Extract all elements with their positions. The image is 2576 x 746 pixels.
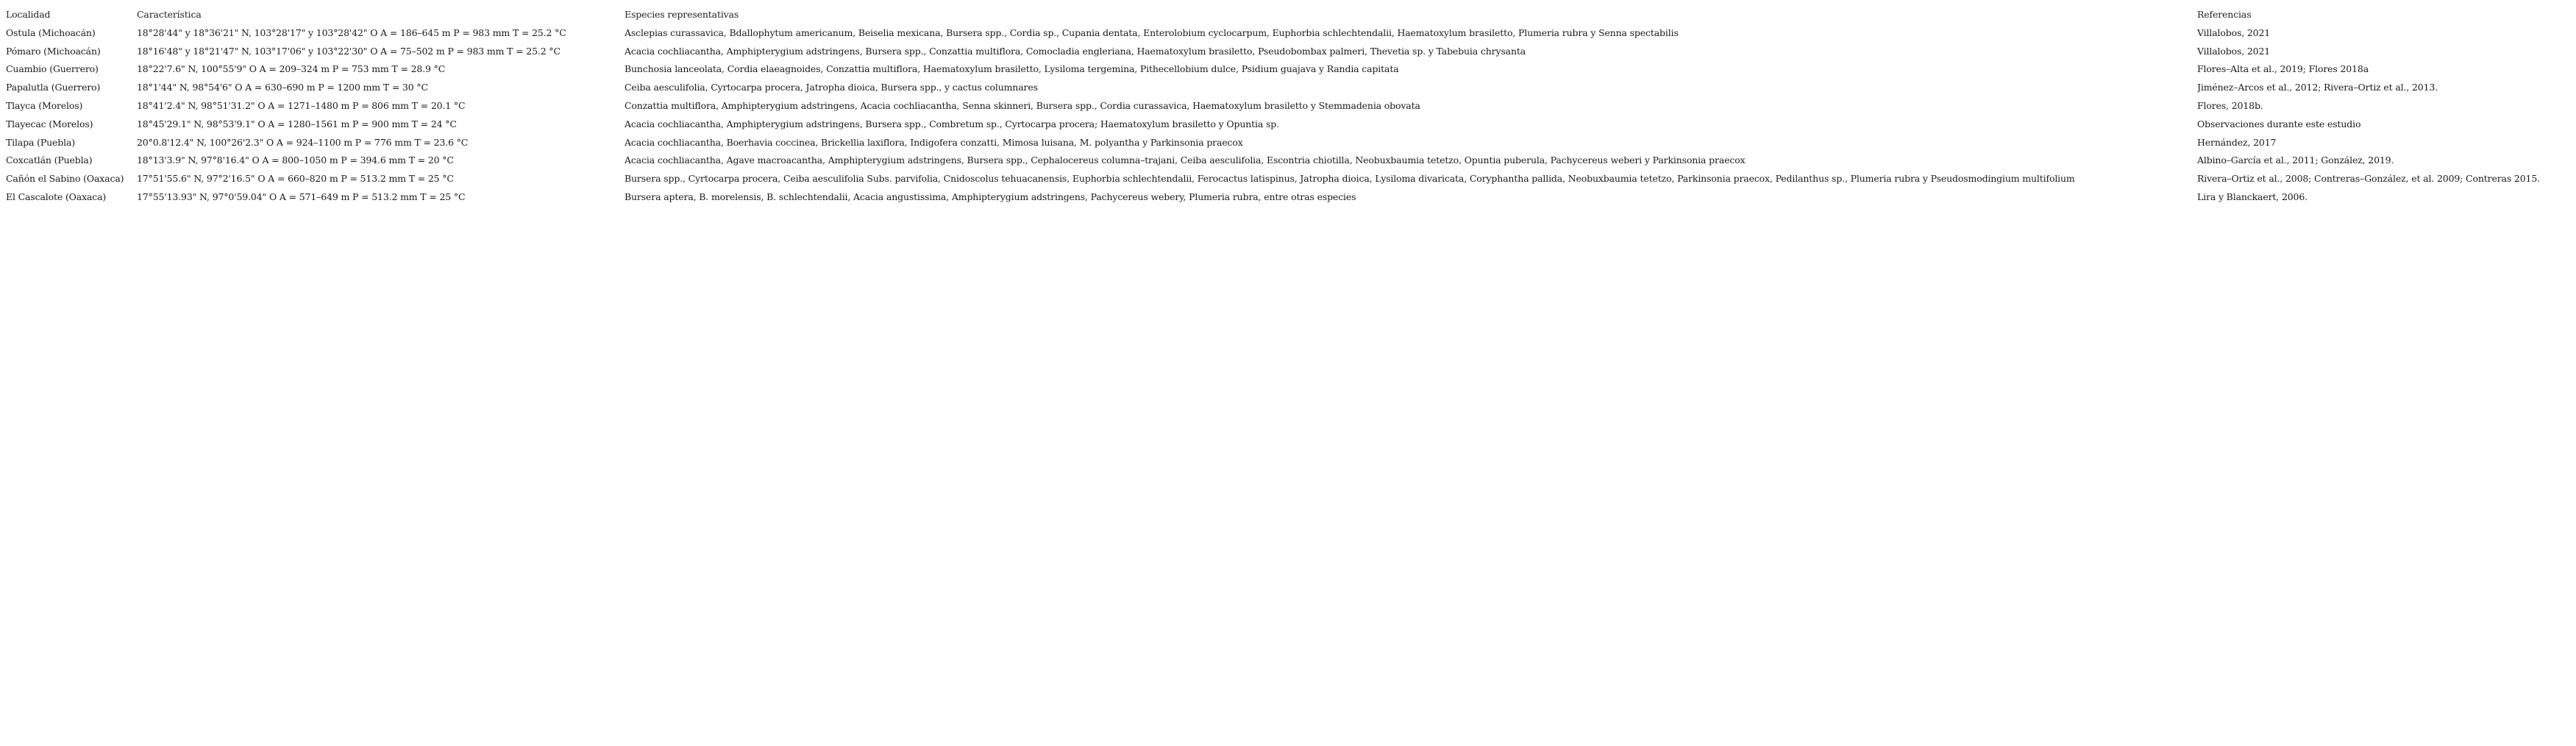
header-localidad: Localidad [6,9,51,20]
cell-caracteristica: 18°16'48" y 18°21'47" N, 103°17'06" y 103°22'30" O A = 75–502 m P = 983 mm T = 25.2 °C [137,45,561,57]
cell-localidad: Cuambio (Guerrero) [6,63,99,75]
cell-especies: Acacia cochliacantha, Amphipterygium adstringens, Bursera spp., Conzattia multiflora, Comocladia engleriana, Haematoxylum brasiletto, Pseudobombax palmeri, Thevetia sp. y Tabebuia chrysanta [625,45,1526,57]
cell-caracteristica: 18°45'29.1" N, 98°53'9.1" O A = 1280–1561 m P = 900 mm T = 24 °C [137,118,457,129]
table-row [6,24,2576,43]
cell-referencias: Hernández, 2017 [2197,136,2277,148]
table-row [6,97,2576,116]
header-row [6,6,2576,24]
table-row [6,188,2576,207]
cell-referencias: Lira y Blanckaert, 2006. [2197,191,2308,202]
table-row [6,116,2576,134]
cell-localidad: Pómaro (Michoacán) [6,45,101,57]
cell-especies: Acacia cochliacantha, Agave macroacantha, Amphipterygium adstringens, Bursera spp., Cephalocereus columna–trajani, Ceiba aesculifolia, Escontria chiotilla, Neobuxbaumia tetetzo, Opuntia puberula, Pachycereus weberi y Parkinsonia praecox [625,154,1746,166]
cell-localidad: Papalutla (Guerrero) [6,82,101,93]
cell-especies: Acacia cochliacantha, Boerhavia coccinea, Brickellia laxiflora, Indigofera conzatti, Mimosa luisana, M. polyantha y Parkinsonia praecox [625,136,1243,148]
cell-especies: Bunchosia lanceolata, Cordia elaeagnoides, Conzattia multiflora, Haematoxylum brasiletto, Lysiloma tergemina, Pithecellobium dulce, Psidium guajava y Randia capitata [625,63,1399,75]
document-page [6,6,2576,207]
cell-referencias: Observaciones durante este estudio [2197,118,2361,129]
table-row [6,43,2576,61]
cell-caracteristica: 18°13'3.9" N, 97°8'16.4" O A = 800–1050 m P = 394.6 mm T = 20 °C [137,154,454,166]
header-especies: Especies representativas [625,9,739,20]
cell-localidad: Cañón el Sabino (Oaxaca) [6,173,124,185]
table-row [6,134,2576,152]
cell-referencias: Flores, 2018b. [2197,99,2263,111]
table-body [6,24,2576,207]
cell-caracteristica: 18°28'44" y 18°36'21" N, 103°28'17" y 103°28'42" O A = 186–645 m P = 983 mm T = 25.2 °C [137,26,566,38]
cell-localidad: Tlayca (Morelos) [6,99,83,111]
header-referencias: Referencias [2197,9,2252,20]
table-row [6,79,2576,97]
cell-localidad: Tilapa (Puebla) [6,136,76,148]
cell-localidad: El Cascalote (Oaxaca) [6,191,107,202]
header-caracteristica: Característica [137,9,202,20]
cell-caracteristica: 18°22'7.6" N, 100°55'9" O A = 209–324 m P = 753 mm T = 28.9 °C [137,63,446,75]
table-row [6,170,2576,188]
cell-caracteristica: 17°51'55.6" N, 97°2'16.5" O A = 660–820 m P = 513.2 mm T = 25 °C [137,173,454,185]
table-header [6,6,2576,24]
cell-caracteristica: 20°0.8'12.4" N, 100°26'2.3" O A = 924–1100 m P = 776 mm T = 23.6 °C [137,136,469,148]
cell-referencias: Villalobos, 2021 [2197,26,2271,38]
cell-especies: Ceiba aesculifolia, Cyrtocarpa procera, Jatropha dioica, Bursera spp., y cactus columnares [625,82,1038,93]
table-row [6,152,2576,170]
cell-especies: Asclepias curassavica, Bdallophytum americanum, Beiselia mexicana, Bursera spp., Cordia sp., Cupania dentata, Enterolobium cyclocarpum, Euphorbia schlechtendalii, Haematoxylum brasiletto, Plumeria rubra y Senna spectabilis [625,26,1679,38]
cell-caracteristica: 18°1'44" N, 98°54'6" O A = 630–690 m P = 1200 mm T = 30 °C [137,82,428,93]
cell-referencias: Flores–Alta et al., 2019; Flores 2018a [2197,63,2369,75]
table-row [6,60,2576,79]
cell-especies: Bursera aptera, B. morelensis, B. schlechtendalii, Acacia angustissima, Amphipterygium adstringens, Pachycereus webery, Plumeria rubra, entre otras especies [625,191,1356,202]
cell-especies: Acacia cochliacantha, Amphipterygium adstringens, Bursera spp., Combretum sp., Cyrtocarpa procera; Haematoxylum brasiletto y Opuntia sp. [625,118,1279,129]
cell-localidad: Ostula (Michoacán) [6,26,96,38]
cell-localidad: Tlayecac (Morelos) [6,118,93,129]
cell-referencias: Albino–García et al., 2011; González, 2019. [2197,154,2394,166]
cell-referencias: Villalobos, 2021 [2197,45,2271,57]
cell-especies: Conzattia multiflora, Amphipterygium adstringens, Acacia cochliacantha, Senna skinneri, Bursera spp., Cordia curassavica, Haematoxylum brasiletto y Stemmadenia obovata [625,99,1420,111]
cell-caracteristica: 18°41'2.4" N, 98°51'31.2" O A = 1271–1480 m P = 806 mm T = 20.1 °C [137,99,466,111]
cell-referencias: Rivera–Ortiz et al., 2008; Contreras–González, et al. 2009; Contreras 2015. [2197,173,2540,185]
localities-table [6,6,2576,207]
cell-caracteristica: 17°55'13.93" N, 97°0'59.04" O A = 571–649 m P = 513.2 mm T = 25 °C [137,191,466,202]
cell-localidad: Coxcatlán (Puebla) [6,154,93,166]
cell-especies: Bursera spp., Cyrtocarpa procera, Ceiba aesculifolia Subs. parvifolia, Cnidoscolus tehuacanensis, Euphorbia schlechtendalii, Ferocactus latispinus, Jatropha dioica, Lysiloma divaricata, Coryphantha pallida, Neobuxbaumia tetetzo, Parkinsonia praecox, Pedilanthus sp., Plumeria rubra y Pseudosmodingium multifolium [625,173,2075,185]
cell-referencias: Jiménez–Arcos et al., 2012; Rivera–Ortiz et al., 2013. [2197,82,2438,93]
